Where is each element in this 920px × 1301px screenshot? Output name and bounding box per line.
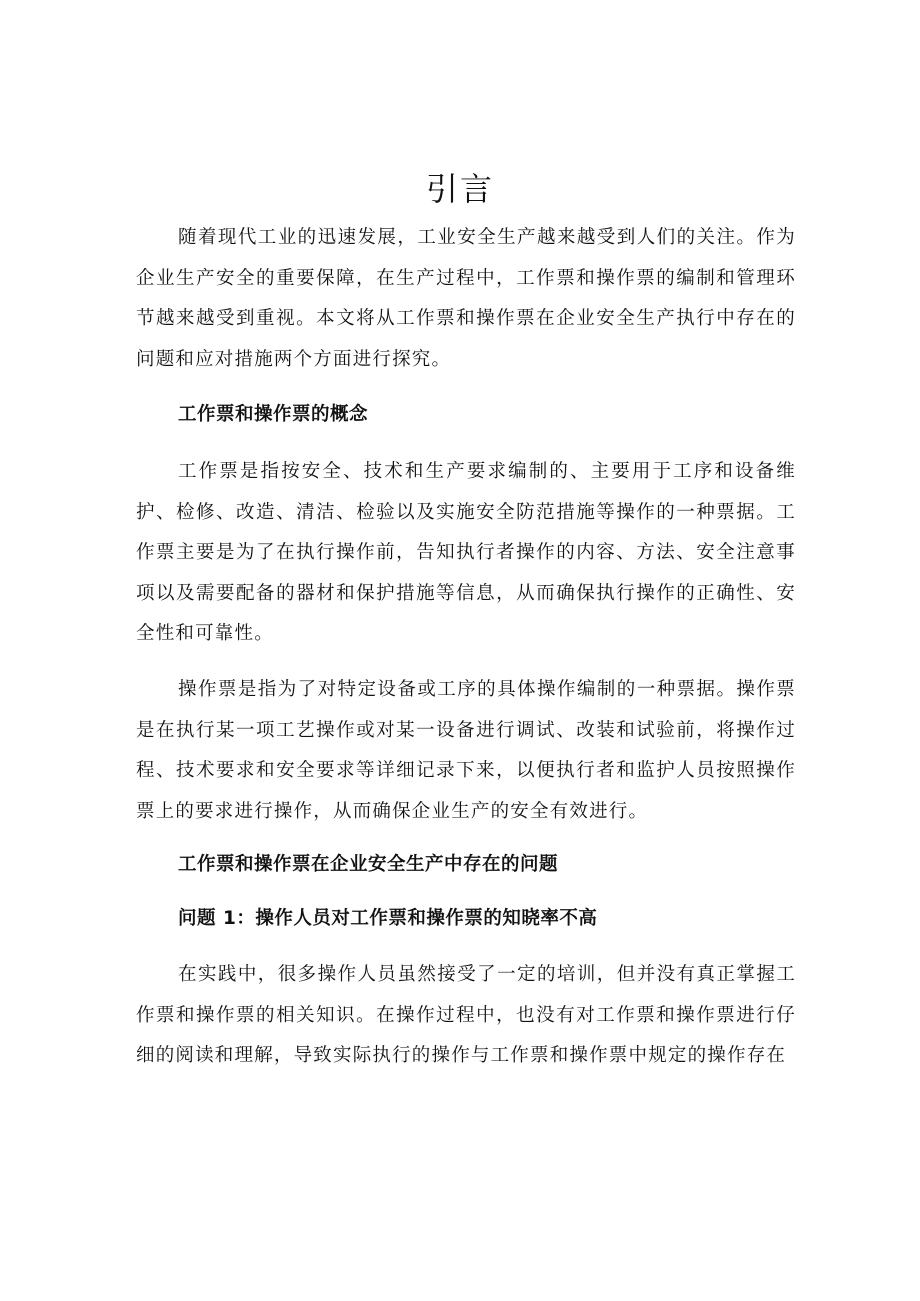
problem-1-heading: 问题 1：操作人员对工作票和操作票的知晓率不高 [178,908,598,929]
page-title: 引言 [425,170,494,208]
operation-ticket-paragraph: 操作票是指为了对特定设备或工序的具体操作编制的一种票据。操作票是在执行某一项工艺操作或对某一设备进行调试、改装和试验前，将操作过程、技术要求和安全要求等详细记录下来，以便执行者和监护人员按照操作票上的要求进行操作，从而确保企业生产的安全有效进行。 [136,679,796,822]
problem-1-paragraph: 在实践中，很多操作人员虽然接受了一定的培训，但并没有真正掌握工作票和操作票的相关知识。在操作过程中，也没有对工作票和操作票进行仔细的阅读和理解，导致实际执行的操作与工作票和操作票中规定的操作存在 [136,964,796,1066]
intro-paragraph: 随着现代工业的迅速发展，工业安全生产越来越受到人们的关注。作为企业生产安全的重要保障，在生产过程中，工作票和操作票的编制和管理环节越来越受到重视。本文将从工作票和操作票在企业安全生产执行中存在的问题和应对措施两个方面进行探究。 [136,227,796,370]
work-ticket-paragraph: 工作票是指按安全、技术和生产要求编制的、主要用于工序和设备维护、检修、改造、清洁、检验以及实施安全防范措施等操作的一种票据。工作票主要是为了在执行操作前，告知执行者操作的内容、方法、安全注意事项以及需要配备的器材和保护措施等信息，从而确保执行操作的正确性、安全性和可靠性。 [136,461,796,644]
section-heading-problems: 工作票和操作票在企业安全生产中存在的问题 [178,854,559,875]
section-heading-concept: 工作票和操作票的概念 [178,404,369,425]
